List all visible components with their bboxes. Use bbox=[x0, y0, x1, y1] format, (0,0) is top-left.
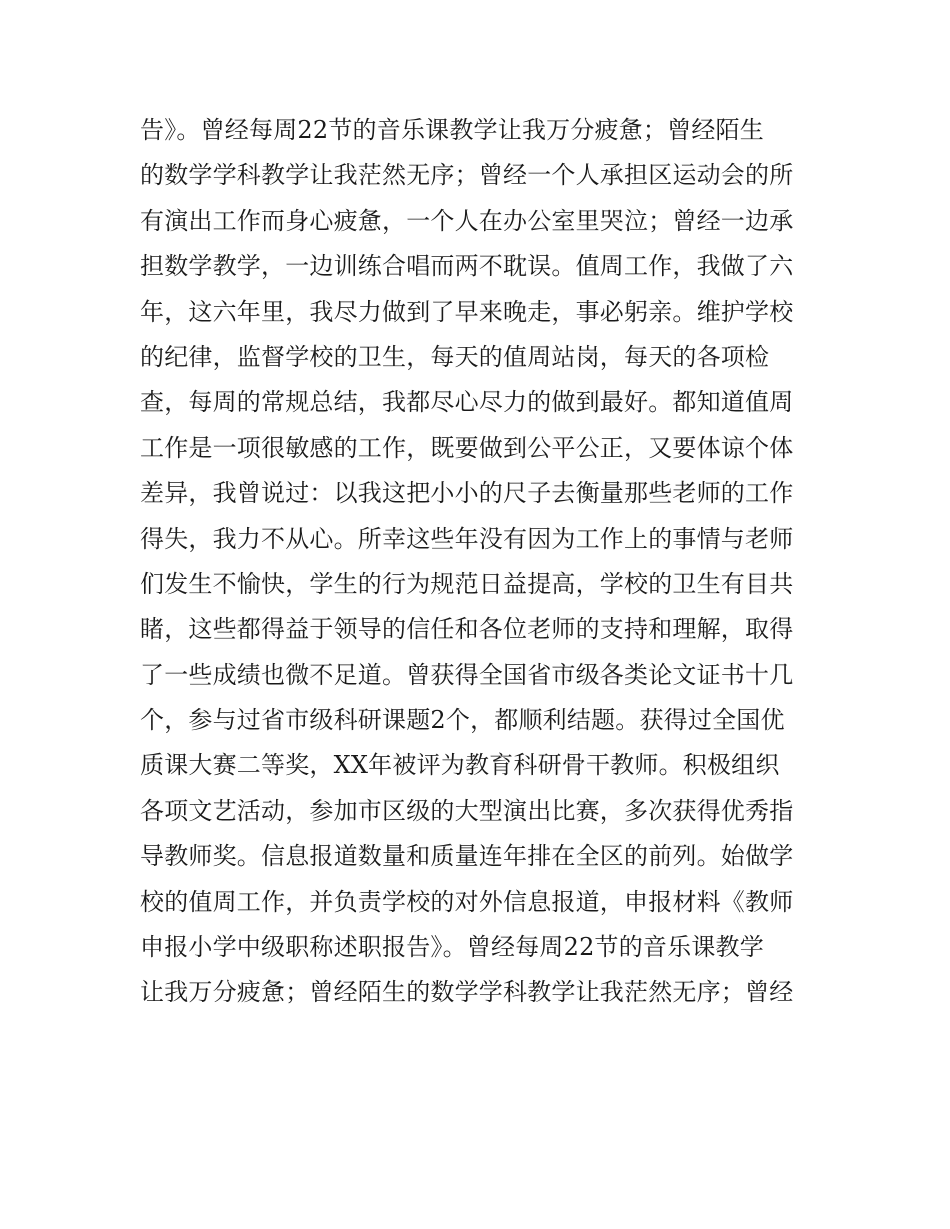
text-line: 质课大赛二等奖，XX年被评为教育科研骨干教师。积极组织 bbox=[140, 751, 780, 780]
text-line: 校的值周工作，并负责学校的对外信息报道，申报材料《教师 bbox=[140, 887, 794, 916]
text-line: 年，这六年里，我尽力做到了早来晚走，事必躬亲。维护学校 bbox=[140, 297, 794, 326]
text-line: 睹，这些都得益于领导的信任和各位老师的支持和理解，取得 bbox=[140, 615, 794, 644]
text-line: 各项文艺活动，参加市区级的大型演出比赛，多次获得优秀指 bbox=[140, 796, 794, 825]
text-line: 差异，我曾说过：以我这把小小的尺子去衡量那些老师的工作 bbox=[140, 479, 794, 508]
text-line: 有演出工作而身心疲惫，一个人在办公室里哭泣；曾经一边承 bbox=[140, 206, 794, 235]
text-line: 查，每周的常规总结，我都尽心尽力的做到最好。都知道值周 bbox=[140, 388, 794, 417]
text-line: 工作是一项很敏感的工作，既要做到公平公正，又要体谅个体 bbox=[140, 433, 794, 462]
text-line: 申报小学中级职称述职报告》。曾经每周22节的音乐课教学 bbox=[140, 933, 764, 962]
text-line: 担数学教学，一边训练合唱而两不耽误。值周工作，我做了六 bbox=[140, 252, 794, 281]
text-line: 个，参与过省市级科研课题2个，都顺利结题。获得过全国优 bbox=[140, 706, 785, 735]
body-paragraph bbox=[140, 108, 820, 1016]
text-line: 告》。曾经每周22节的音乐课教学让我万分疲惫；曾经陌生 bbox=[140, 116, 764, 144]
text-line: 让我万分疲惫；曾经陌生的数学学科教学让我茫然无序；曾经 bbox=[140, 978, 794, 1007]
text-line: 得失，我力不从心。所幸这些年没有因为工作上的事情与老师 bbox=[140, 524, 794, 553]
text-line: 了一些成绩也微不足道。曾获得全国省市级各类论文证书十几 bbox=[140, 660, 794, 689]
text-line: 导教师奖。信息报道数量和质量连年排在全区的前列。始做学 bbox=[140, 842, 794, 871]
text-line: 的纪律，监督学校的卫生，每天的值周站岗，每天的各项检 bbox=[140, 342, 770, 371]
text-line: 们发生不愉快，学生的行为规范日益提高，学校的卫生有目共 bbox=[140, 569, 794, 598]
text-line: 的数学学科教学让我茫然无序；曾经一个人承担区运动会的所 bbox=[140, 161, 794, 190]
